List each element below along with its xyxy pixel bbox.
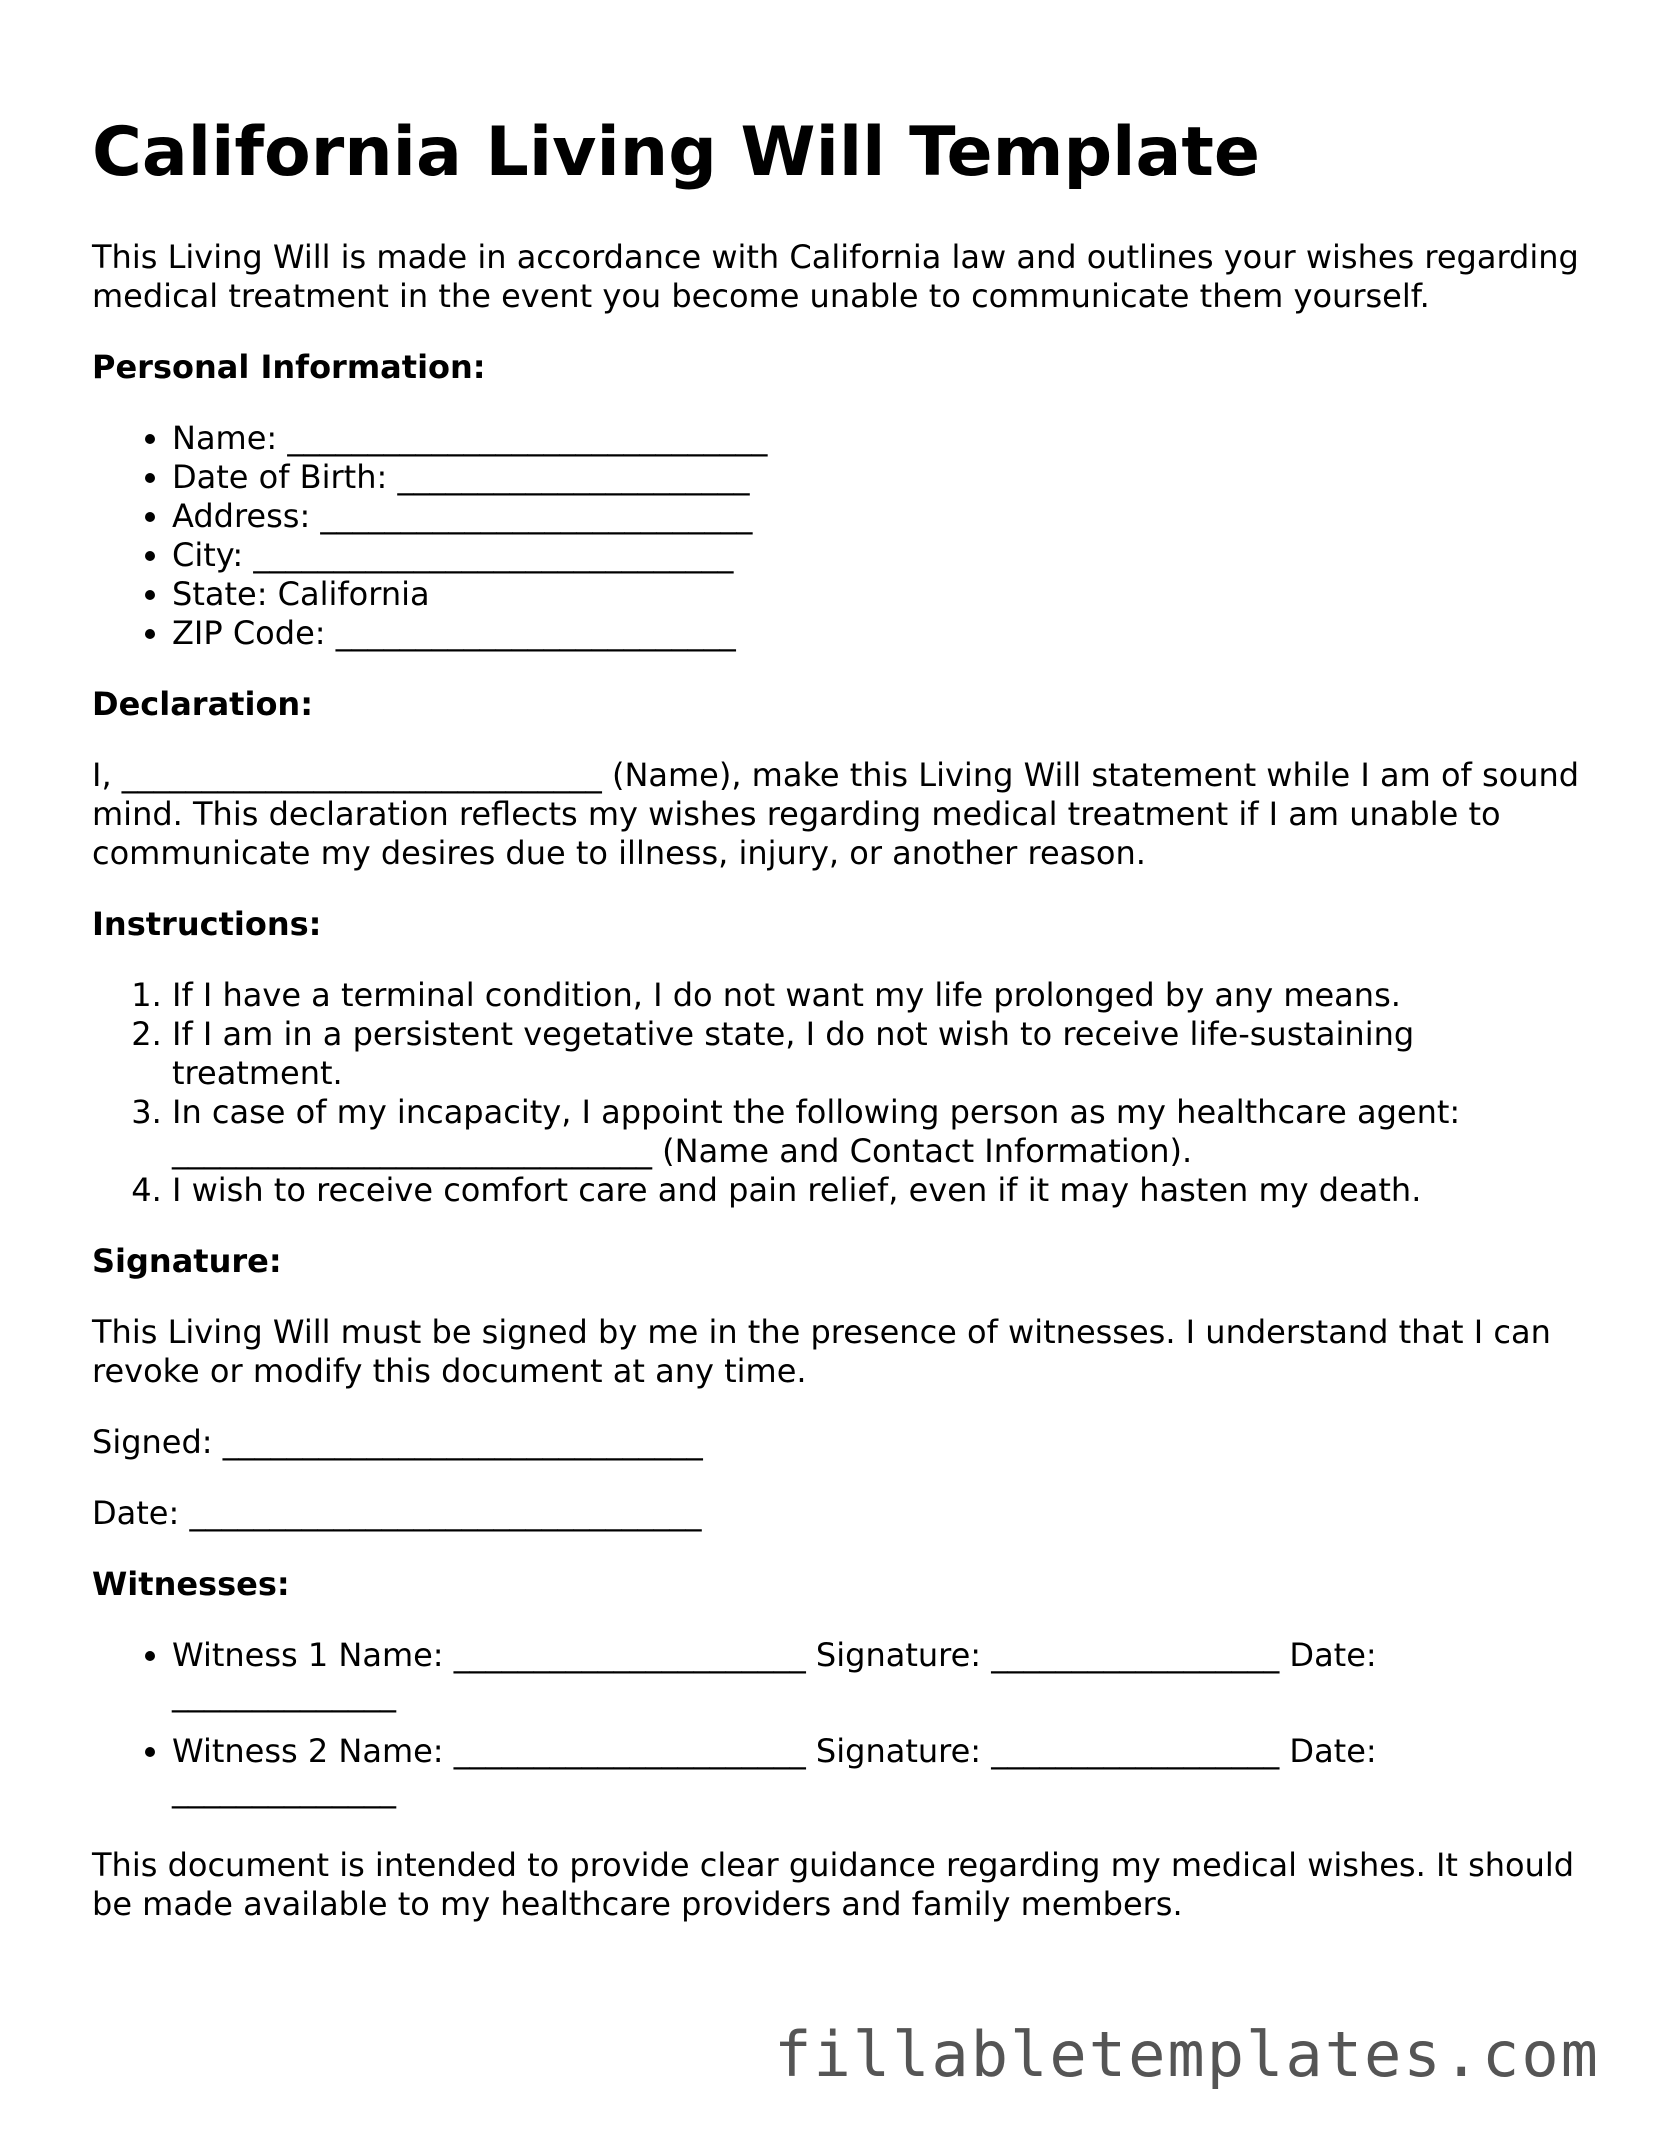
witness-1-fields[interactable]: • Witness 1 Name: ______________________ Signature: __________________ Date: ______________ [172,1636,1582,1714]
zip-code-field[interactable]: • ZIP Code: _________________________ [172,614,1582,653]
witness-2-fields[interactable]: • Witness 2 Name: ______________________ Signature: __________________ Date: ______________ [172,1732,1582,1810]
instructions-list [92,976,1582,1210]
name-field[interactable]: • Name: ______________________________ [172,419,1582,458]
personal-info-heading: Personal Information: [92,348,486,386]
signature-paragraph: This Living Will must be signed by me in the presence of witnesses. I understand that I can revoke or modify this document at any time. [92,1313,1551,1390]
state-field: • State: California [172,575,1582,614]
city-field[interactable]: • City: ______________________________ [172,536,1582,575]
declaration-heading: Declaration: [92,685,313,723]
instruction-item: 4. I wish to receive comfort care and pain relief, even if it may hasten my death. [172,1171,1582,1210]
closing-paragraph: This document is intended to provide clear guidance regarding my medical wishes. It should be made available to my healthcare providers and family members. [92,1846,1575,1923]
address-field[interactable]: • Address: ___________________________ [172,497,1582,536]
page-title: California Living Will Template [92,113,1260,192]
intro-paragraph: This Living Will is made in accordance with California law and outlines your wishes regarding medical treatment in the event you become unable to communicate them yourself. [92,238,1579,315]
instructions-heading: Instructions: [92,905,322,943]
document-page [92,112,1582,1956]
witnesses-heading: Witnesses: [92,1565,290,1603]
witnesses-list [92,1636,1582,1810]
instruction-item: 1. If I have a terminal condition, I do not want my life prolonged by any means. [172,976,1582,1015]
signature-heading: Signature: [92,1242,282,1280]
date-field[interactable]: Date: ________________________________ [92,1494,702,1532]
declaration-paragraph: I, ______________________________ (Name), make this Living Will statement while I am of sound mind. This declaration reflects my wishes regarding medical treatment if I am unable to communicate my desires due to illness, injury, or another reason. [92,756,1580,872]
date-of-birth-field[interactable]: • Date of Birth: ______________________ [172,458,1582,497]
personal-info-list [92,419,1582,653]
instruction-item-healthcare-agent[interactable]: 3. In case of my incapacity, I appoint the following person as my healthcare agent: ______________________________ (Name and Contact Information). [172,1093,1582,1171]
watermark: fillabletemplates.com [774,2018,1600,2091]
instruction-item: 2. If I am in a persistent vegetative state, I do not wish to receive life-sustaining treatment. [172,1015,1582,1093]
signed-field[interactable]: Signed: ______________________________ [92,1423,703,1461]
